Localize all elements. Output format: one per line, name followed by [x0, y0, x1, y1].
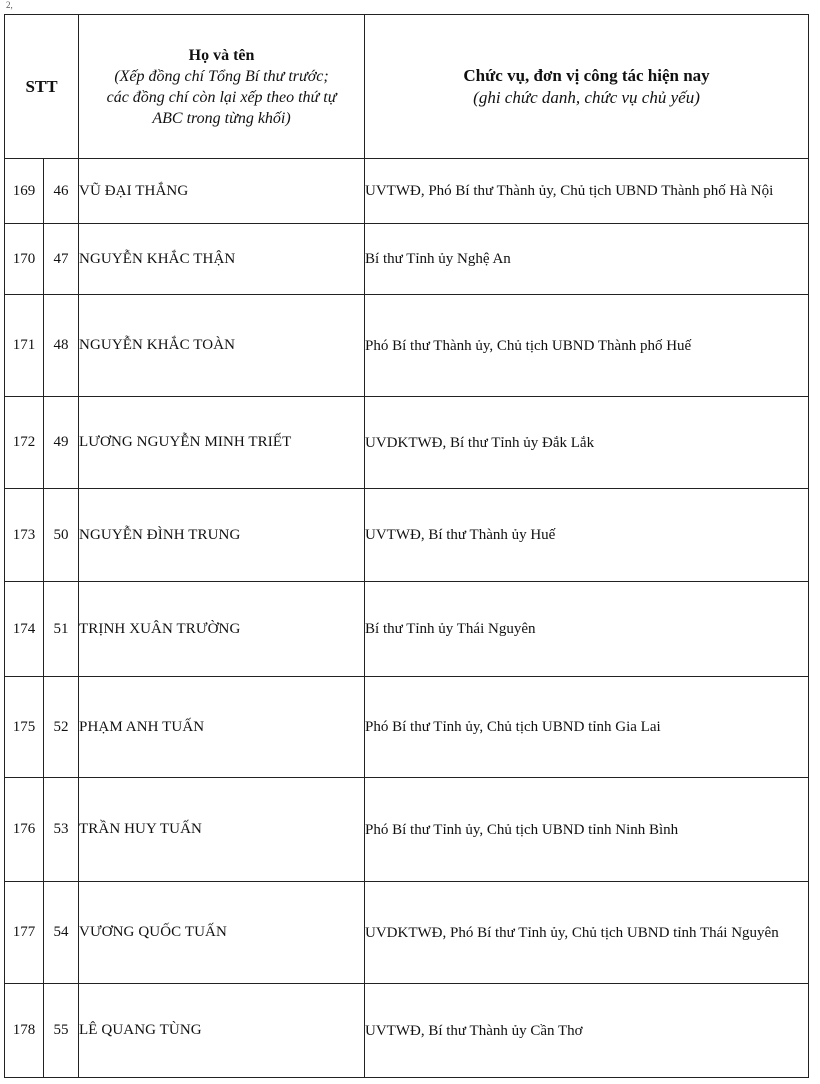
row-sub-number: 47: [44, 224, 79, 295]
table-row: [5, 224, 809, 295]
member-role: UVTWĐ, Bí thư Thành ủy Cần Thơ: [365, 984, 809, 1078]
table-row: [5, 159, 809, 224]
row-number: 175: [5, 677, 44, 778]
row-number: 174: [5, 582, 44, 677]
header-role: [365, 15, 809, 159]
member-name: TRẦN HUY TUẤN: [79, 778, 365, 882]
row-sub-number: 48: [44, 295, 79, 397]
member-role: Phó Bí thư Thành ủy, Chủ tịch UBND Thành phố Huế: [365, 295, 809, 397]
member-role: UVTWĐ, Bí thư Thành ủy Huế: [365, 489, 809, 582]
row-sub-number: 50: [44, 489, 79, 582]
table-header-row: [5, 15, 809, 159]
header-name: [79, 15, 365, 159]
table-row: [5, 984, 809, 1078]
member-role: Phó Bí thư Tỉnh ủy, Chủ tịch UBND tỉnh Gia Lai: [365, 677, 809, 778]
table-row: [5, 295, 809, 397]
roster-table: [4, 14, 809, 1078]
header-stt: STT: [5, 15, 79, 159]
member-name: PHẠM ANH TUẤN: [79, 677, 365, 778]
table-row: [5, 882, 809, 984]
table-row: [5, 778, 809, 882]
row-sub-number: 55: [44, 984, 79, 1078]
row-sub-number: 46: [44, 159, 79, 224]
member-name: NGUYỄN KHẮC THẬN: [79, 224, 365, 295]
table-row: [5, 489, 809, 582]
member-role: UVDKTWĐ, Phó Bí thư Tỉnh ủy, Chủ tịch UBND tỉnh Thái Nguyên: [365, 882, 809, 984]
row-number: 177: [5, 882, 44, 984]
table-row: [5, 677, 809, 778]
member-role: Bí thư Tỉnh ủy Thái Nguyên: [365, 582, 809, 677]
member-role: Phó Bí thư Tỉnh ủy, Chủ tịch UBND tỉnh Ninh Bình: [365, 778, 809, 882]
row-sub-number: 51: [44, 582, 79, 677]
row-number: 171: [5, 295, 44, 397]
table-row: [5, 582, 809, 677]
header-name-note-3: ABC trong từng khối): [152, 109, 291, 127]
row-number: 176: [5, 778, 44, 882]
row-sub-number: 52: [44, 677, 79, 778]
member-name: NGUYỄN ĐÌNH TRUNG: [79, 489, 365, 582]
row-number: 178: [5, 984, 44, 1078]
row-sub-number: 49: [44, 397, 79, 489]
row-number: 172: [5, 397, 44, 489]
member-role: UVDKTWĐ, Bí thư Tỉnh ủy Đắk Lắk: [365, 397, 809, 489]
row-sub-number: 53: [44, 778, 79, 882]
row-sub-number: 54: [44, 882, 79, 984]
header-name-title: Họ và tên: [188, 46, 255, 64]
member-name: LÊ QUANG TÙNG: [79, 984, 365, 1078]
member-name: NGUYỄN KHẮC TOÀN: [79, 295, 365, 397]
member-name: VƯƠNG QUỐC TUẤN: [79, 882, 365, 984]
member-role: Bí thư Tỉnh ủy Nghệ An: [365, 224, 809, 295]
row-number: 173: [5, 489, 44, 582]
member-name: VŨ ĐẠI THẮNG: [79, 159, 365, 224]
row-number: 170: [5, 224, 44, 295]
member-name: LƯƠNG NGUYỄN MINH TRIẾT: [79, 397, 365, 489]
header-name-note-2: các đồng chí còn lại xếp theo thứ tự: [106, 88, 337, 106]
page-mark: 2,: [6, 0, 13, 10]
header-role-note: (ghi chức danh, chức vụ chủ yếu): [473, 87, 700, 107]
row-number: 169: [5, 159, 44, 224]
table-row: [5, 397, 809, 489]
member-role: UVTWĐ, Phó Bí thư Thành ủy, Chủ tịch UBND Thành phố Hà Nội: [365, 159, 809, 224]
header-role-title: Chức vụ, đơn vị công tác hiện nay: [463, 65, 710, 85]
header-name-note-1: (Xếp đồng chí Tổng Bí thư trước;: [114, 67, 329, 85]
member-name: TRỊNH XUÂN TRƯỜNG: [79, 582, 365, 677]
